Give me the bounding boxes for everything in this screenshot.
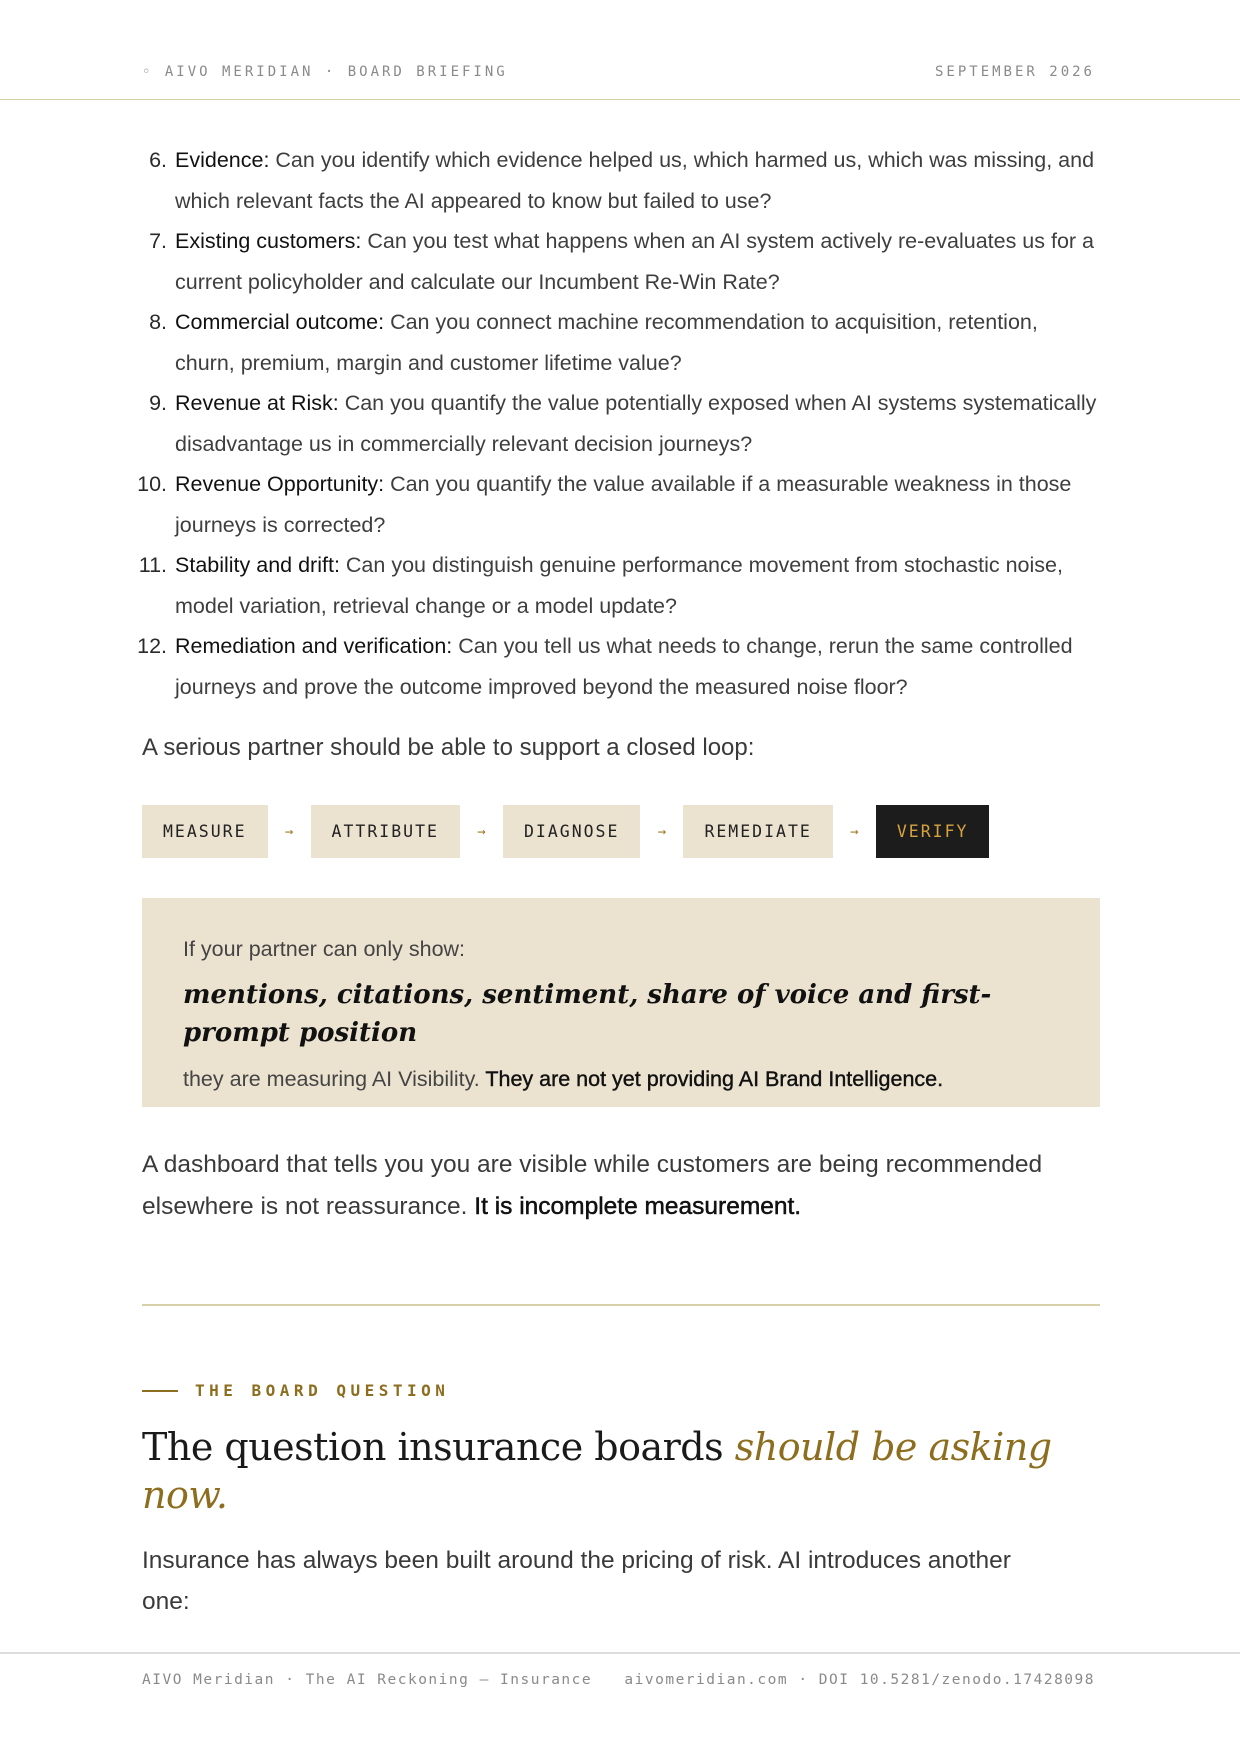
headline-accent: should be asking now. <box>142 1424 1052 1517</box>
dashboard-emphasis: It is incomplete measurement. <box>474 1192 802 1220</box>
loop-step-remediate: REMEDIATE <box>683 805 832 858</box>
question-label: Stability and drift: <box>175 553 340 577</box>
section-intro: Insurance has always been built around the pricing of risk. AI introduces another one: <box>142 1546 1011 1615</box>
section-headline <box>142 1423 1100 1519</box>
question-label: Revenue at Risk: <box>175 391 339 415</box>
list-item <box>173 383 1100 464</box>
question-text: Can you test what happens when an AI system actively re-evaluates us for a current policyholder and calculate our Incumbent Re-Win Rate? <box>175 229 1095 294</box>
loop-step-diagnose: DIAGNOSE <box>503 805 640 858</box>
callout-conclusion <box>183 1064 1059 1094</box>
question-list <box>142 140 1100 707</box>
callout-lead: If your partner can only show: <box>183 937 466 961</box>
question-label: Revenue Opportunity: <box>175 472 385 496</box>
eyebrow-rule <box>142 1390 178 1392</box>
dashboard-paragraph <box>142 1144 1100 1227</box>
question-text: Can you identify which evidence helped us, which harmed us, which was missing, and which relevant facts the AI appeared to know but failed to use? <box>175 148 1095 213</box>
callout-conclusion-strong: They are not yet providing AI Brand Intelligence. <box>485 1067 944 1091</box>
loop-step-attribute: ATTRIBUTE <box>311 805 460 858</box>
dashboard-text: A dashboard that tells you you are visible while customers are being recommended elsewhere is not reassurance. <box>142 1151 1043 1220</box>
question-label: Existing customers: <box>175 229 362 253</box>
headline-plain: The question insurance boards <box>142 1424 724 1469</box>
list-item <box>173 464 1100 545</box>
loop-step-verify: VERIFY <box>876 805 990 858</box>
list-item <box>173 545 1100 626</box>
question-label: Evidence: <box>175 148 270 172</box>
question-text: Can you distinguish genuine performance movement from stochastic noise, model variation, retrieval change or a model update? <box>175 553 1063 618</box>
question-text: Can you tell us what needs to change, rerun the same controlled journeys and prove the outcome improved beyond the measured noise floor? <box>175 634 1073 699</box>
loop-step-measure: MEASURE <box>142 805 268 858</box>
arrow-right-icon: → <box>850 823 859 840</box>
question-label: Commercial outcome: <box>175 310 385 334</box>
callout-conclusion-plain: they are measuring AI Visibility. <box>183 1067 480 1091</box>
list-item <box>173 140 1100 221</box>
list-item <box>173 302 1100 383</box>
question-text: Can you quantify the value available if a measurable weakness in those journeys is corrected? <box>175 472 1072 537</box>
list-item <box>173 221 1100 302</box>
callout-quote: mentions, citations, sentiment, share of voice and first-prompt position <box>183 980 992 1048</box>
header-date: SEPTEMBER 2026 <box>934 64 1095 80</box>
question-text: Can you connect machine recommendation to acquisition, retention, churn, premium, margin and customer lifetime value? <box>175 310 1038 375</box>
footer-rule <box>0 1652 1240 1654</box>
question-text: Can you quantify the value potentially exposed when AI systems systematically disadvantage us in commercially relevant decision journeys? <box>175 391 1097 456</box>
eyebrow-label: THE BOARD QUESTION <box>195 1381 450 1400</box>
list-item <box>173 626 1100 707</box>
section-eyebrow <box>142 1381 1100 1401</box>
arrow-right-icon: → <box>477 823 486 840</box>
header-publication: ◦ AIVO MERIDIAN · BOARD BRIEFING <box>142 64 508 80</box>
page-content <box>142 140 1100 1647</box>
loop-intro: A serious partner should be able to support a closed loop: <box>142 734 755 761</box>
footer-doi: aivomeridian.com · DOI 10.5281/zenodo.17428098 <box>624 1672 1095 1688</box>
arrow-right-icon: → <box>657 823 667 840</box>
footer-citation: AIVO Meridian · The AI Reckoning — Insurance <box>142 1672 593 1688</box>
callout-box <box>142 898 1100 1107</box>
question-label: Remediation and verification: <box>175 634 453 658</box>
running-header <box>0 0 1240 100</box>
section-divider <box>142 1304 1100 1306</box>
arrow-right-icon: → <box>284 823 294 840</box>
closed-loop-flow <box>142 805 1100 858</box>
